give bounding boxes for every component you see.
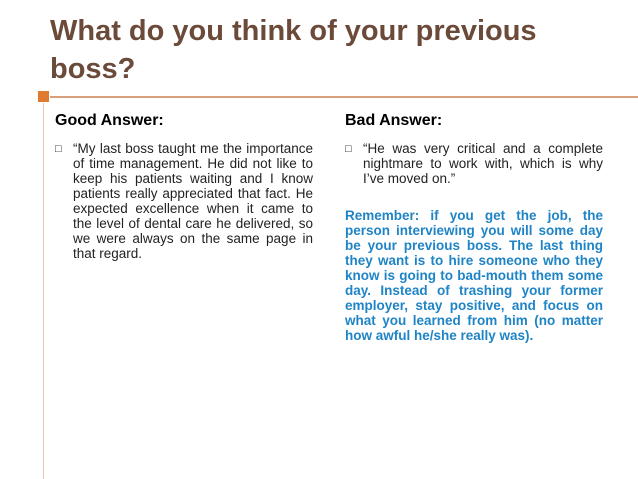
bad-answer-bullet [345, 141, 603, 186]
good-answer-column [55, 111, 313, 261]
square-bullet-icon: □ [55, 143, 62, 155]
good-answer-text: “My last boss taught me the importance of time management. He did not like to keep his patients waiting and I know patients really appreciated that fact. He expected excellence when it came to the level of dental care he delivered, so we were always on the same page in that regard. [73, 141, 313, 261]
square-bullet-icon: □ [345, 143, 352, 155]
good-answer-bullet [55, 141, 313, 261]
good-answer-heading: Good Answer: [55, 112, 164, 129]
title-divider [50, 96, 638, 98]
bad-answer-heading: Bad Answer: [345, 112, 443, 129]
accent-square [38, 91, 49, 102]
slide-title: What do you think of your previous boss? [50, 15, 537, 85]
remember-note: Remember: if you get the job, the person interviewing you will some day be your previous boss. The last thing they want is to hire someone who they know is going to bad-mouth them some day. Instead of trashing your former employer, stay positive, and focus on what you learned from him (no matter how awful he/she really was). [345, 208, 603, 343]
left-margin-line [43, 103, 44, 479]
bad-answer-column [345, 111, 603, 357]
bad-answer-text: “He was very critical and a complete nightmare to work with, which is why I’ve moved on.” [363, 141, 603, 186]
